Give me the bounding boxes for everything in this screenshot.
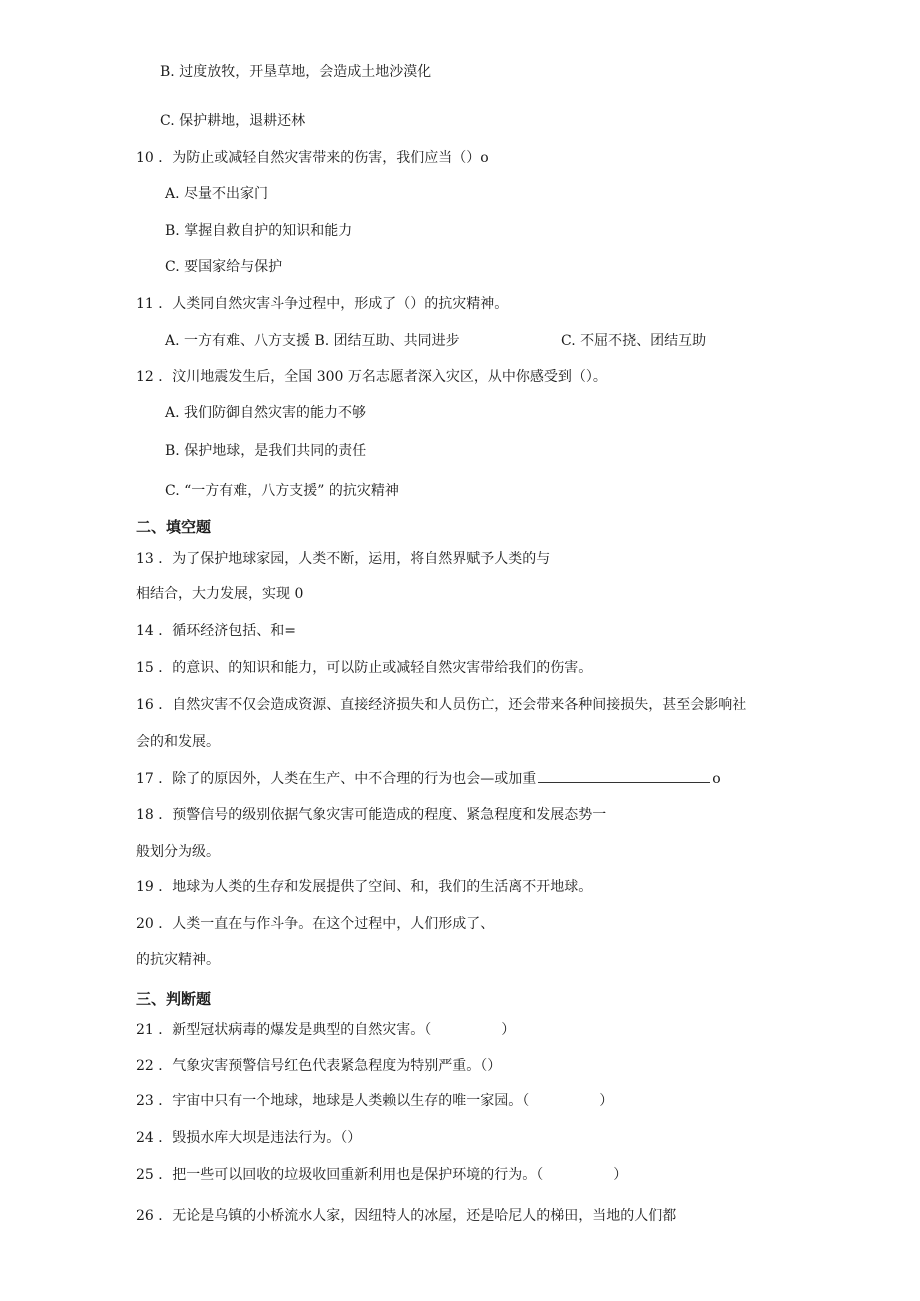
- section-true-false-heading: 三、判断题: [136, 990, 212, 1008]
- q17-text: [136, 770, 721, 788]
- q13-line1: 13 ．为了保护地球家园，人类不断，运用，将自然界赋予人类的与: [136, 551, 551, 567]
- q21-text: 21 ．新型冠状病毒的爆发是典型的自然灾害。（ ）: [136, 1022, 516, 1038]
- q16-line1: 16 ．自然灾害不仅会造成资源、直接经济损失和人员伤亡，还会带来各种间接损失，甚至会影响社: [136, 697, 747, 713]
- q11-option-c: C. 不屈不挠、团结互助: [561, 333, 707, 349]
- q16-line2: 会的和发展。: [136, 734, 220, 750]
- q22-text: 22 ．气象灾害预警信号红色代表紧急程度为特别严重。（）: [136, 1058, 502, 1074]
- q19-text: 19 ．地球为人类的生存和发展提供了空间、和，我们的生活离不开地球。: [136, 879, 593, 895]
- q15-text: 15 ．的意识、的知识和能力，可以防止或减轻自然灾害带给我们的伤害。: [136, 660, 593, 676]
- q18-line2: 般划分为级。: [136, 844, 220, 860]
- q25-text: 25 ．把一些可以回收的垃圾收回重新利用也是保护环境的行为。（ ）: [136, 1167, 628, 1183]
- q14-text: 14 ．循环经济包括、和=: [136, 623, 296, 639]
- q23-text: 23 ．宇宙中只有一个地球，地球是人类赖以生存的唯一家园。（ ）: [136, 1093, 614, 1109]
- q10-option-a: A. 尽量不出家门: [165, 186, 269, 202]
- q20-line1: 20 ．人类一直在与作斗争。在这个过程中，人们形成了、: [136, 916, 495, 932]
- q10-option-c: C. 要国家给与保护: [165, 259, 283, 275]
- q11-option-ab: A. 一方有难、八方支援 B. 团结互助、共同进步: [165, 333, 460, 349]
- q24-text: 24 ．毁损水库大坝是违法行为。（）: [136, 1130, 362, 1146]
- section-fill-in-heading: 二、填空题: [136, 518, 212, 536]
- q17-answer-blank[interactable]: [538, 770, 710, 783]
- q18-line1: 18 ．预警信号的级别依据气象灾害可能造成的程度、紧急程度和发展态势一: [136, 807, 607, 823]
- q9-option-c: C. 保护耕地，退耕还林: [160, 113, 306, 129]
- q12-stem: 12 ．汶川地震发生后，全国 300 万名志愿者深入灾区，从中你感受到（）。: [136, 369, 607, 385]
- q12-option-c: C. “一方有难，八方支援” 的抗灾精神: [165, 483, 399, 499]
- q11-stem: 11 ．人类同自然灾害斗争过程中，形成了（）的抗灾精神。: [136, 296, 509, 312]
- q9-option-b: B. 过度放牧，开垦草地，会造成土地沙漠化: [160, 64, 432, 80]
- q12-option-a: A. 我们防御自然灾害的能力不够: [165, 405, 367, 421]
- q17-end: o: [712, 771, 721, 787]
- q26-text: 26 ．无论是乌镇的小桥流水人家，因纽特人的冰屋，还是哈尼人的梯田，当地的人们都: [136, 1208, 677, 1224]
- q17-stem: 17 ．除了的原因外，人类在生产、中不合理的行为也会—或加重: [136, 771, 537, 787]
- q12-option-b: B. 保护地球，是我们共同的责任: [165, 443, 367, 459]
- q10-stem: 10 ．为防止或减轻自然灾害带来的伤害，我们应当（）o: [136, 150, 489, 166]
- q10-option-b: B. 掌握自救自护的知识和能力: [165, 223, 353, 239]
- q20-line2: 的抗灾精神。: [136, 952, 220, 968]
- q13-line2: 相结合，大力发展，实现 0: [136, 586, 304, 602]
